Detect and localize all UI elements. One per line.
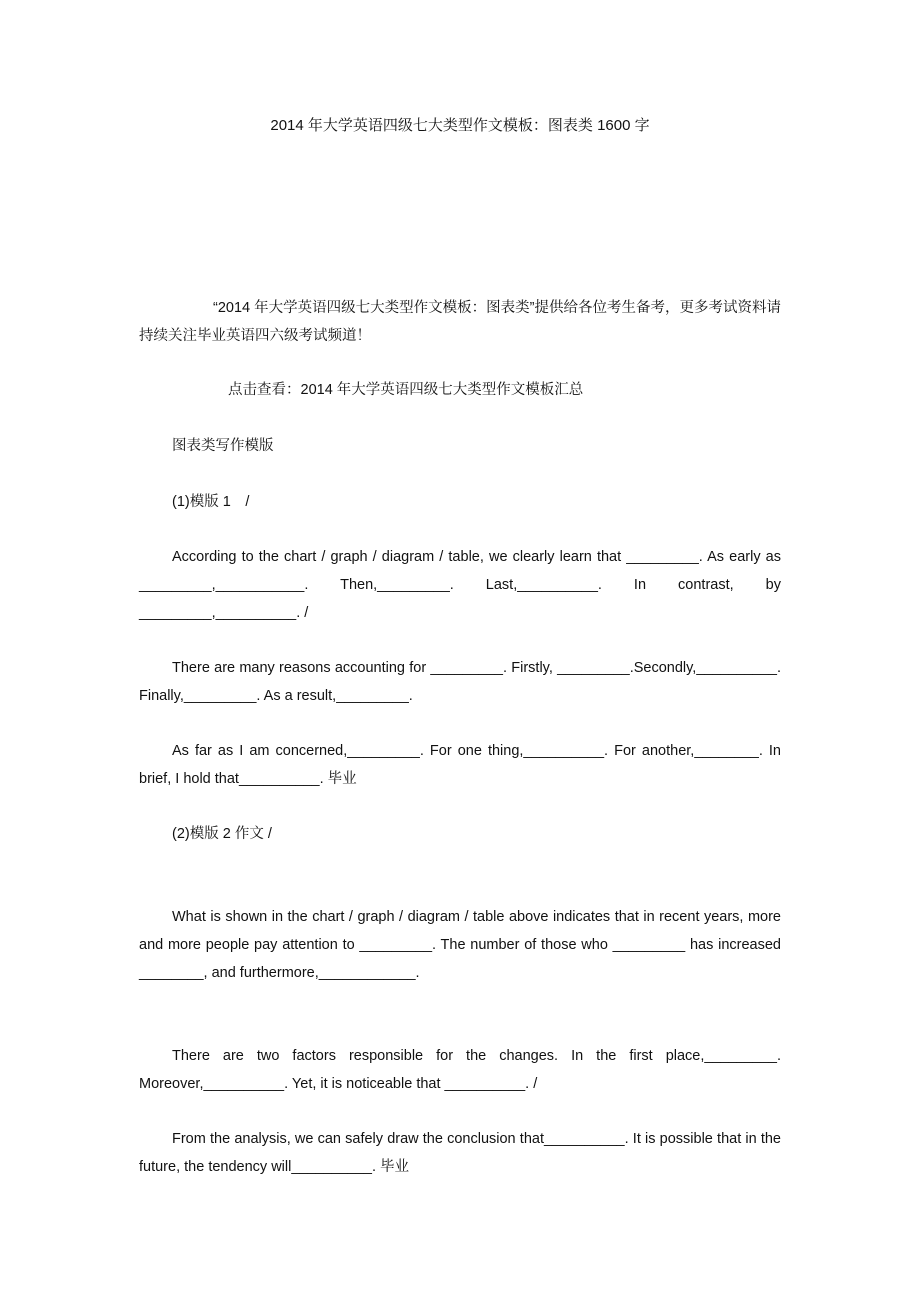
template1-heading: (1)模版 1 /: [172, 494, 250, 510]
intro-paragraph: “2014 年大学英语四级七大类型作文模板：图表类”提供给各位考生备考，更多考试资料请持续关注毕业英语四六级考试频道！: [139, 300, 781, 344]
template2-paragraph-1: What is shown in the chart / graph / diagram / table above indicates that in recent years, more and more people pay attention to _________. The number of those who _________ has increased ________, and furthermore,____________.: [139, 909, 781, 981]
template2-paragraph-3: From the analysis, we can safely draw the conclusion that__________. It is possible that in the future, the tendency will__________. 毕业: [139, 1131, 781, 1175]
template1-paragraph-1: According to the chart / graph / diagram / table, we clearly learn that _________. As early as _________,___________. Then,_________. Last,__________. In contrast, by _________,__________. /: [139, 549, 781, 621]
template2-paragraph-2: There are two factors responsible for the changes. In the first place,_________. Moreover,__________. Yet, it is noticeable that __________. /: [139, 1048, 781, 1092]
view-summary-link[interactable]: 点击查看：2014 年大学英语四级七大类型作文模板汇总: [228, 382, 584, 398]
document-title: 2014 年大学英语四级七大类型作文模板：图表类 1600 字: [270, 117, 650, 134]
template1-paragraph-3: As far as I am concerned,_________. For one thing,__________. For another,________. In brief, I hold that__________. 毕业: [139, 743, 781, 787]
template1-paragraph-2: There are many reasons accounting for _________. Firstly, _________.Secondly,__________. Finally,_________. As a result,_________.: [139, 660, 781, 704]
section-heading: 图表类写作模版: [172, 438, 274, 454]
template2-heading: (2)模版 2 作文 /: [172, 826, 272, 842]
